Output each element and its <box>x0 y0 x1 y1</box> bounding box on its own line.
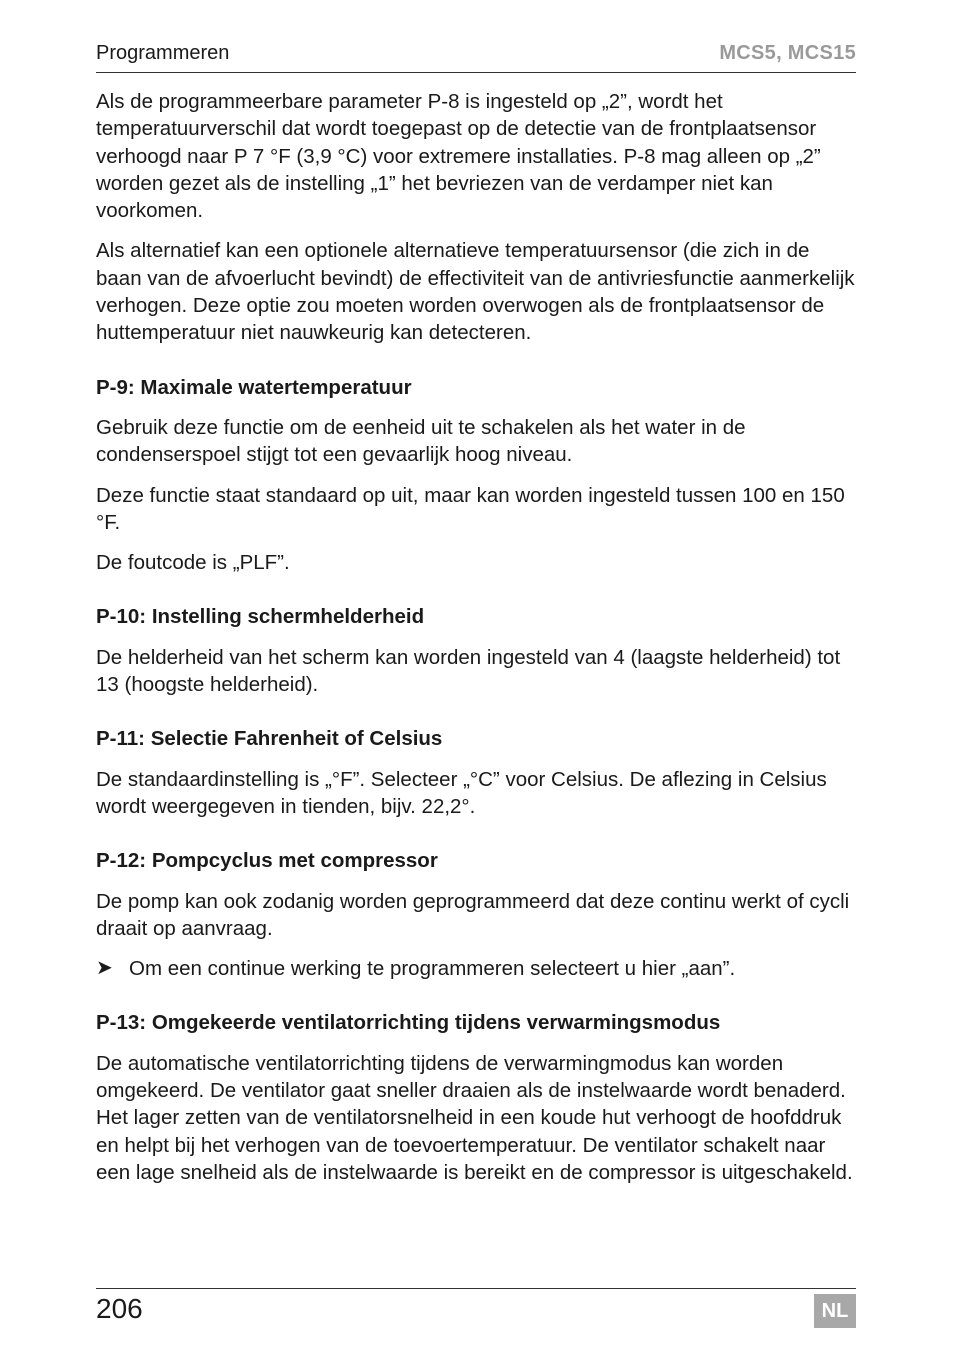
p9-paragraph-2: Deze functie staat standaard op uit, maar kan worden ingesteld tussen 100 en 150 °F. <box>96 483 845 534</box>
language-badge: NL <box>814 1294 856 1328</box>
p12-paragraph-1: De pomp kan ook zodanig worden geprogrammeerd dat deze continu werkt of cycli draait op aanvraag. <box>96 889 850 940</box>
section-title: Programmeren <box>96 42 230 64</box>
page-number: 206 <box>96 1293 143 1324</box>
p12-instruction <box>96 955 858 982</box>
page-header <box>96 40 856 73</box>
page-footer <box>96 1288 856 1324</box>
page-content <box>96 88 858 1199</box>
heading-p12: P-12: Pompcyclus met compressor <box>96 849 438 873</box>
heading-p11: P-11: Selectie Fahrenheit of Celsius <box>96 727 443 751</box>
p9-paragraph-1: Gebruik deze functie om de eenheid uit te schakelen als het water in de condenserspoel stijgt tot een gevaarlijk hoog niveau. <box>96 415 746 467</box>
p10-paragraph-1: De helderheid van het scherm kan worden ingesteld van 4 (laagste helderheid) tot 13 (hoogste helderheid). <box>96 645 841 697</box>
intro-paragraph-2: Als alternatief kan een optionele alternatieve temperatuursensor (die zich in de baan van de afvoerlucht bevindt) de effectiviteit van de antivriesfunctie aanmerkelijk verhogen. Deze optie zou moeten worden overwogen als de frontplaatsensor de huttemperatuur niet nauwkeurig kan detecteren. <box>96 239 855 345</box>
p13-paragraph-1: De automatische ventilatorrichting tijdens de verwarmingmodus kan worden omgekeerd. De ventilator gaat sneller draaien als de instelwaarde wordt benaderd. Het lager zetten van de ventilatorsnelheid in een koude hut verhoogt de hoofddruk en helpt bij het verhogen van de toevoertemperatuur. De ventilator schakelt naar een lage snelheid als de instelwaarde is bereikt en de compressor is uitgeschakeld. <box>96 1051 853 1184</box>
heading-p10: P-10: Instelling schermhelderheid <box>96 605 425 629</box>
heading-p13: P-13: Omgekeerde ventilatorrichting tijdens verwarmingsmodus <box>96 1011 721 1035</box>
p12-instruction-text: Om een continue werking te programmeren selecteert u hier „aan”. <box>129 957 736 981</box>
intro-paragraph-1: Als de programmeerbare parameter P-8 is ingesteld op „2”, wordt het temperatuurverschil dat wordt toegepast op de detectie van de frontplaatsensor verhoogd naar P 7 °F (3,9 °C) voor extremere installaties. P-8 mag alleen op „2” worden gezet als de instelling „1” het bevriezen van de verdamper niet kan voorkomen. <box>96 90 821 223</box>
heading-p9: P-9: Maximale watertemperatuur <box>96 375 412 399</box>
model-name: MCS5, MCS15 <box>719 42 856 64</box>
p11-paragraph-1: De standaardinstelling is „°F”. Selecteer „°C” voor Celsius. De aflezing in Celsius wordt weergegeven in tienden, bijv. 22,2°. <box>96 767 827 818</box>
arrow-bullet-icon: ➤ <box>96 957 113 980</box>
p9-paragraph-3: De foutcode is „PLF”. <box>96 551 290 575</box>
